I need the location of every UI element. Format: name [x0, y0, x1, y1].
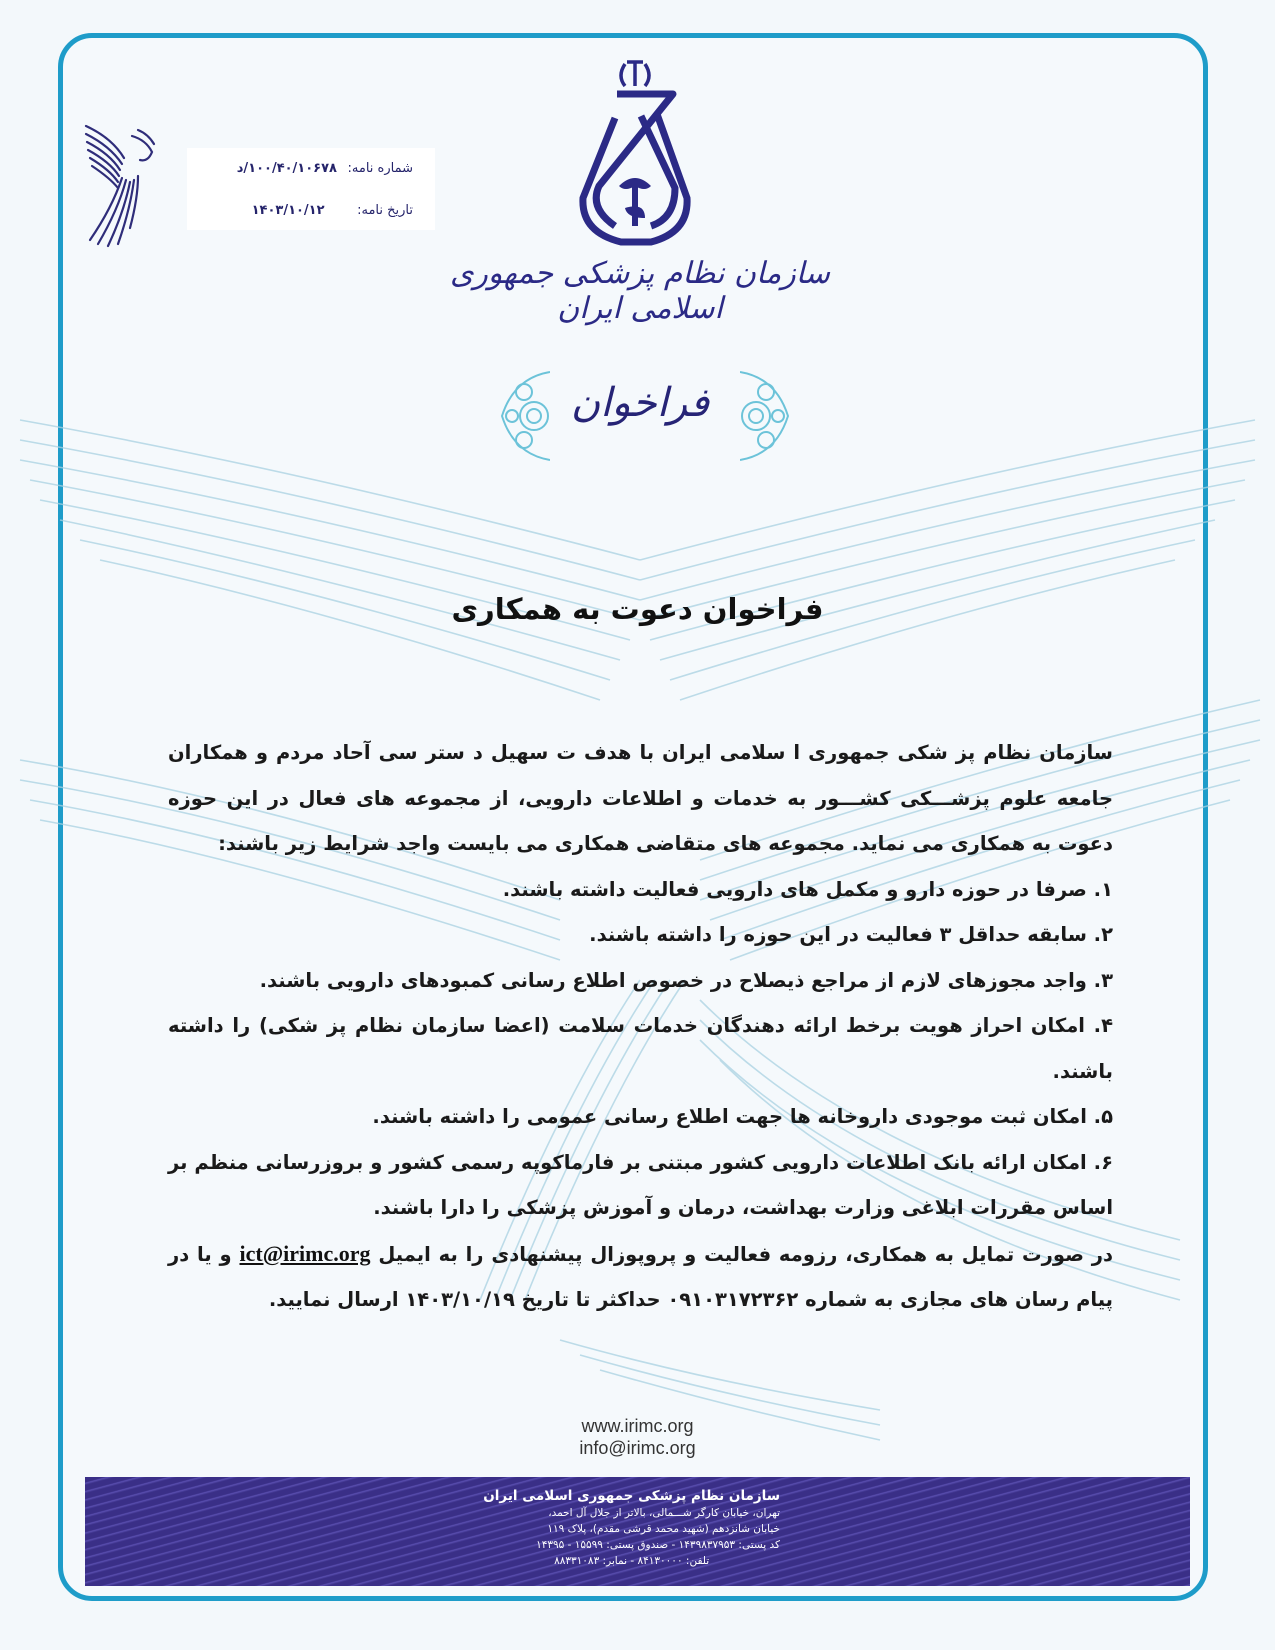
arabesque-rosette-icon: [494, 368, 550, 464]
closing-paragraph: [168, 1231, 1113, 1323]
condition-item: ۲. سابقه حداقل ۳ فعالیت در این حوزه را داشته باشند.: [589, 923, 1113, 946]
closing-text-before-email: در صورت تمایل به همکاری، رزومه فعالیت و پروپوزال پیشنهادی را به ایمیل: [378, 1242, 1114, 1266]
letter-body: [168, 730, 1113, 1323]
call-calligraphy: فراخوان: [570, 380, 710, 426]
letter-reference-box: [187, 148, 435, 230]
letter-number-label: شماره نامه:: [347, 161, 413, 176]
intro-paragraph: سازمان نظام پز شکی جمهوری ا سلامی ایران با هدف ت سهیل د ستر سی آحاد مردم و همکاران جامعه علوم پزشـــکی کشـــور به خدمات و اطلاعات دارویی، از مجموعه های فعال در این حوزه دعوت به همکاری می نماید. مجموعه های متقاضی همکاری می بایست واجد شرایط زیر باشند:: [168, 741, 1113, 855]
condition-item: ۳. واجد مجوزهای لازم از مراجع ذیصلاح در خصوص اطلاع رسانی کمبودهای دارویی باشند.: [259, 968, 1113, 992]
letter-number-value: ۱۰۰/۴۰/۱۰۶۷۸/د: [236, 161, 337, 176]
phoenix-bird-icon: [82, 118, 162, 248]
letter-date-label: تاریخ نامه:: [357, 203, 413, 218]
condition-item: ۵. امکان ثبت موجودی داروخانه ها جهت اطلاع رسانی عمومی را داشته باشند.: [372, 1105, 1113, 1128]
letter-date-row: [252, 203, 413, 218]
footer-org-name: سازمان نظام پزشکی جمهوری اسلامی ایران: [483, 1488, 780, 1504]
footer-band: [85, 1477, 1190, 1586]
arabesque-rosette-icon: [740, 368, 796, 464]
footer-address-line: خیابان شانزدهم (شهید محمد قرشی مقدم)، پلاک ۱۱۹: [547, 1523, 780, 1535]
org-name-calligraphy: سازمان نظام پزشکی جمهوری اسلامی ایران: [449, 256, 831, 326]
page-title: فراخوان دعوت به همکاری: [451, 592, 824, 626]
irimc-emblem-icon: [555, 58, 715, 258]
footer-phone-line: تلفن: ۸۴۱۳۰۰۰۰ - نمابر: ۸۸۳۳۱۰۸۳: [554, 1555, 710, 1567]
footer-address-block: [483, 1487, 780, 1569]
submission-email-link[interactable]: ict@irimc.org: [239, 1240, 371, 1266]
letter-number-row: [237, 161, 413, 176]
condition-item: ۱. صرفا در حوزه دارو و مکمل های دارویی فعالیت داشته باشند.: [502, 877, 1113, 901]
closing-text-after-email: و یا در پیام رسان های مجازی به شماره ۰۹۱۰۳۱۷۲۳۶۲ حداکثر تا تاریخ ۱۴۰۳/۱۰/۱۹ ارسال نمایید.: [168, 1242, 1113, 1311]
website-link[interactable]: www.irimc.org: [581, 1416, 694, 1436]
condition-item: ۴. امکان احراز هویت برخط ارائه دهندگان خدمات سلامت (اعضا سازمان نظام پز شکی) را داشته باشند.: [168, 1014, 1113, 1083]
footer-postal-line: کد پستی: ۱۴۳۹۸۳۷۹۵۳ - صندوق پستی: ۱۵۵۹۹ - ۱۴۳۹۵: [536, 1539, 780, 1551]
letter-date-value: ۱۴۰۳/۱۰/۱۲: [251, 203, 325, 218]
contact-block: [500, 1415, 775, 1459]
condition-item: ۶. امکان ارائه بانک اطلاعات دارویی کشور مبتنی بر فارماکوپه رسمی کشور و بروزرسانی منظم بر اساس مقررات ابلاغی وزارت بهداشت، درمان و آموزش پزشکی را دارا باشند.: [168, 1150, 1113, 1219]
info-email-link[interactable]: info@irimc.org: [579, 1438, 696, 1458]
footer-address-line: تهران، خیابان کارگر شـــمالی، بالاتر از جلال آل احمد،: [548, 1507, 780, 1519]
